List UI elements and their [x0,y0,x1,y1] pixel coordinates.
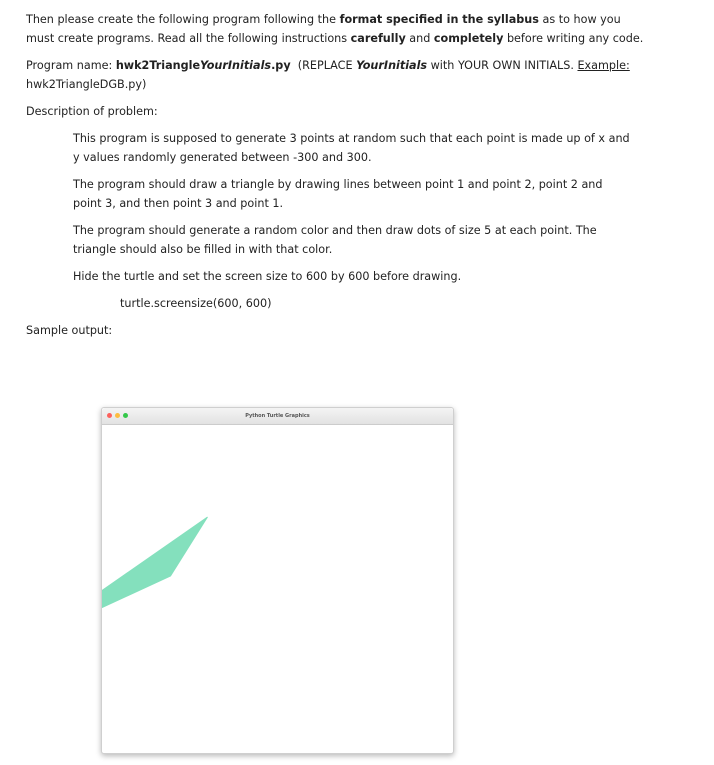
intro-text: as to how you must create programs. Read all the following instructions [26,13,621,45]
intro-bold-syllabus: format specified in the syllabus [339,13,539,26]
intro-paragraph [26,10,646,48]
intro-text: and [405,32,434,45]
program-name-label: Program name: [26,59,116,72]
example-link[interactable]: Example: [577,59,630,72]
turtle-canvas [102,425,453,753]
sample-heading: Sample output: [26,324,113,337]
intro-bold-carefully: carefully [350,32,406,45]
document [26,10,646,348]
minimize-button[interactable] [115,413,120,418]
program-example: hwk2TriangleDGB.py) [26,78,147,91]
program-filename-ext: .py [271,59,291,72]
description-item: The program should draw a triangle by drawing lines between point 1 and point 2, point 2 and point 3, and then point 3 and point 1. [73,178,603,210]
program-filename-initials: YourInitials [200,59,272,72]
window-title: Python Turtle Graphics [245,413,310,419]
turtle-window [101,407,454,754]
code-line: turtle.screensize(600, 600) [120,297,272,310]
description-item: This program is supposed to generate 3 points at random such that each point is made up of x and y values randomly generated between -300 and 300. [73,132,630,164]
description-item: The program should generate a random color and then draw dots of size 5 at each point. The triangle should also be filled in with that color. [73,224,597,256]
zoom-button[interactable] [123,413,128,418]
window-titlebar[interactable] [102,408,453,425]
program-note: with YOUR OWN INITIALS. [427,59,578,72]
intro-bold-completely: completely [433,32,504,45]
description-heading: Description of problem: [26,105,158,118]
description-item: Hide the turtle and set the screen size to 600 by 600 before drawing. [73,270,462,283]
program-filename: hwk2Triangle [115,59,201,72]
program-name-paragraph [26,56,646,94]
intro-text: before writing any code. [503,32,644,45]
filled-triangle [102,517,208,641]
program-note: (REPLACE [290,59,357,72]
close-button[interactable] [107,413,112,418]
intro-text: Then please create the following program following the [26,13,340,26]
program-note-initials: YourInitials [356,59,428,72]
